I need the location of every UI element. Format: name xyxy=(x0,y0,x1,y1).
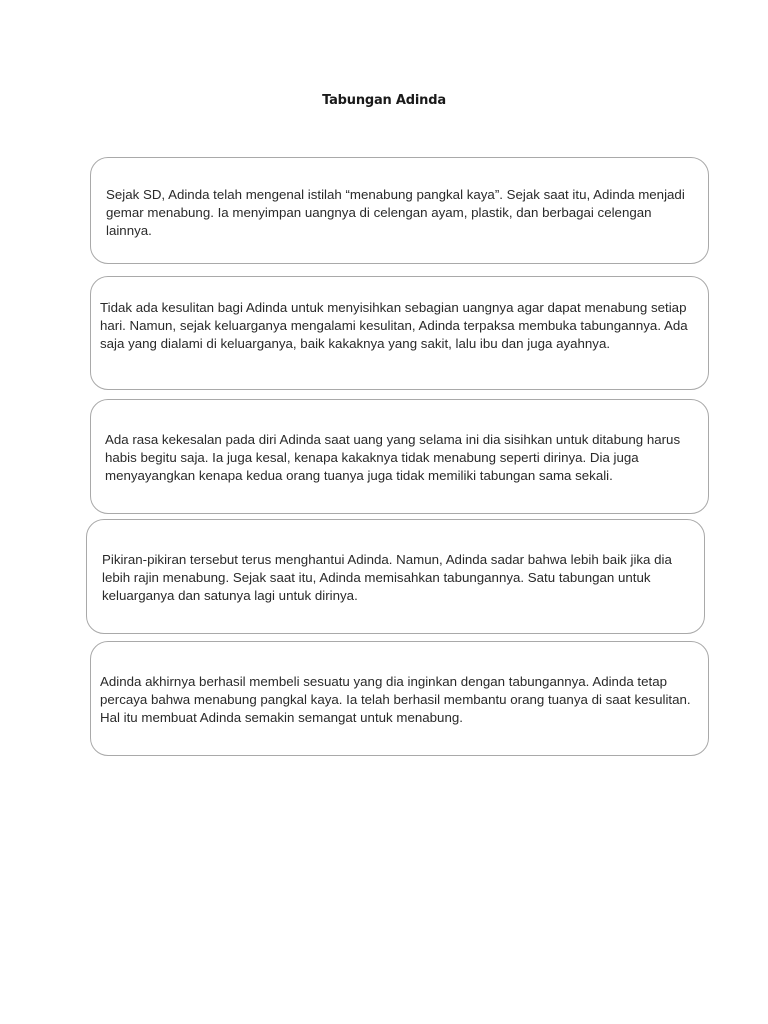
story-box-1 xyxy=(90,157,709,264)
story-box-3 xyxy=(90,399,709,514)
story-paragraph-5: Adinda akhirnya berhasil membeli sesuatu yang dia inginkan dengan tabungannya. Adinda tetap percaya bahwa menabung pangkal kaya. Ia telah berhasil membantu orang tuanya di saat kesulitan. Hal itu membuat Adinda semakin semangat untuk menabung. xyxy=(100,674,691,725)
story-paragraph-4: Pikiran-pikiran tersebut terus menghantui Adinda. Namun, Adinda sadar bahwa lebih baik jika dia lebih rajin menabung. Sejak saat itu, Adinda memisahkan tabungannya. Satu tabungan untuk keluarganya dan satunya lagi untuk dirinya. xyxy=(102,552,672,603)
story-box-5 xyxy=(90,641,709,756)
story-paragraph-2: Tidak ada kesulitan bagi Adinda untuk menyisihkan sebagian uangnya agar dapat menabung setiap hari. Namun, sejak keluarganya mengalami kesulitan, Adinda terpaksa membuka tabungannya. Ada saja yang dialami di keluarganya, baik kakaknya yang sakit, lalu ibu dan juga ayahnya. xyxy=(100,300,688,351)
story-box-4 xyxy=(86,519,705,634)
story-paragraph-1: Sejak SD, Adinda telah mengenal istilah “menabung pangkal kaya”. Sejak saat itu, Adinda menjadi gemar menabung. Ia menyimpan uangnya di celengan ayam, plastik, dan berbagai celengan lainnya. xyxy=(106,187,685,238)
page-title: Tabungan Adinda xyxy=(322,93,446,108)
story-box-2 xyxy=(90,276,709,390)
story-paragraph-3: Ada rasa kekesalan pada diri Adinda saat uang yang selama ini dia sisihkan untuk ditabung harus habis begitu saja. Ia juga kesal, kenapa kakaknya tidak menabung seperti dirinya. Dia juga menyayangkan kenapa kedua orang tuanya juga tidak memiliki tabungan sama sekali. xyxy=(105,432,681,483)
